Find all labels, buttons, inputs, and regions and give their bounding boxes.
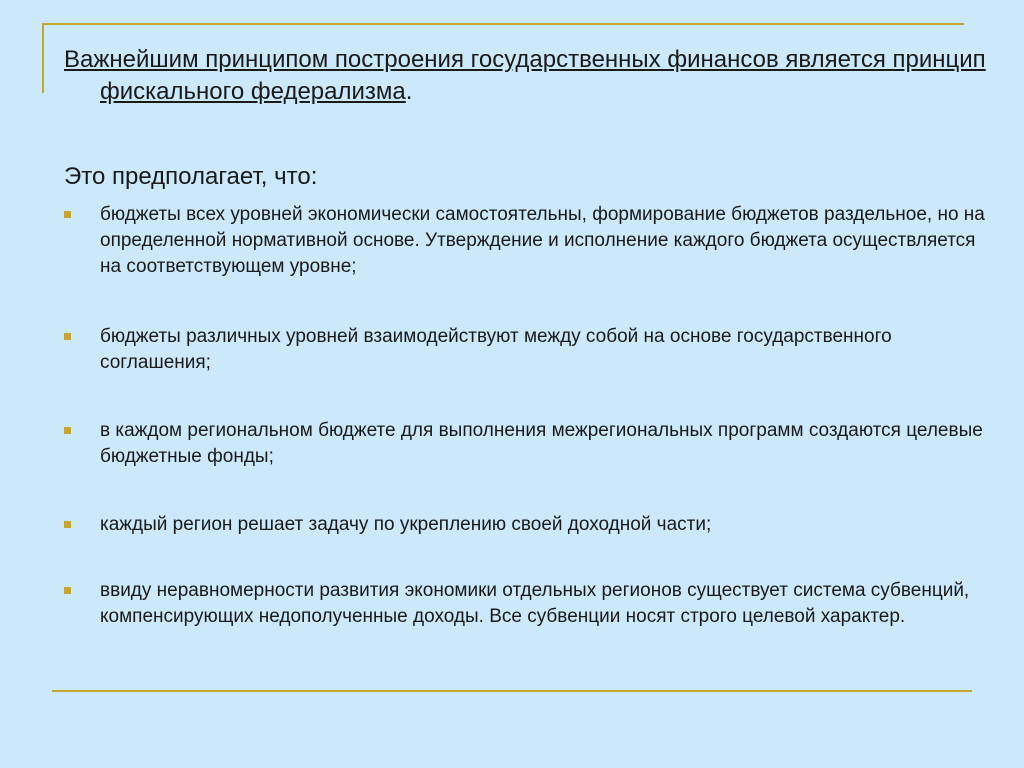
bullet-item bbox=[100, 578, 990, 630]
bullet-square-icon bbox=[64, 427, 71, 434]
bullet-text: бюджеты всех уровней экономически самостоятельны, формирование бюджетов раздельное, но на определенной нормативной основе. Утверждение и исполнение каждого бюджета осуществляется на соответствующем уровне; bbox=[100, 204, 985, 277]
heading-period: . bbox=[405, 78, 413, 105]
bullet-item bbox=[100, 512, 990, 538]
bullet-text: каждый регион решает задачу по укреплению своей доходной части; bbox=[100, 514, 712, 535]
intro-text: Это предполагает, что: bbox=[64, 163, 318, 190]
bullet-square-icon bbox=[64, 587, 71, 594]
bottom-divider-line bbox=[52, 690, 972, 692]
bullet-square-icon bbox=[64, 521, 71, 528]
bullet-square-icon bbox=[64, 211, 71, 218]
top-divider-line bbox=[42, 23, 964, 25]
bullet-item bbox=[100, 202, 990, 280]
bullet-text: бюджеты различных уровней взаимодействуют между собой на основе государственного соглашения; bbox=[100, 326, 892, 373]
bullet-text: ввиду неравномерности развития экономики отдельных регионов существует система субвенций, компенсирующих недополученные доходы. Все субвенции носят строго целевой характер. bbox=[100, 580, 970, 627]
bullet-item bbox=[100, 324, 990, 376]
bullet-square-icon bbox=[64, 333, 71, 340]
slide-heading bbox=[64, 44, 1000, 108]
left-accent-line bbox=[42, 23, 44, 93]
bullet-item bbox=[100, 418, 990, 470]
bullet-text: в каждом региональном бюджете для выполнения межрегиональных программ создаются целевые бюджетные фонды; bbox=[100, 420, 983, 467]
heading-underlined-text: Важнейшим принципом построения государственных финансов является принцип фискального федерализма bbox=[64, 46, 986, 105]
